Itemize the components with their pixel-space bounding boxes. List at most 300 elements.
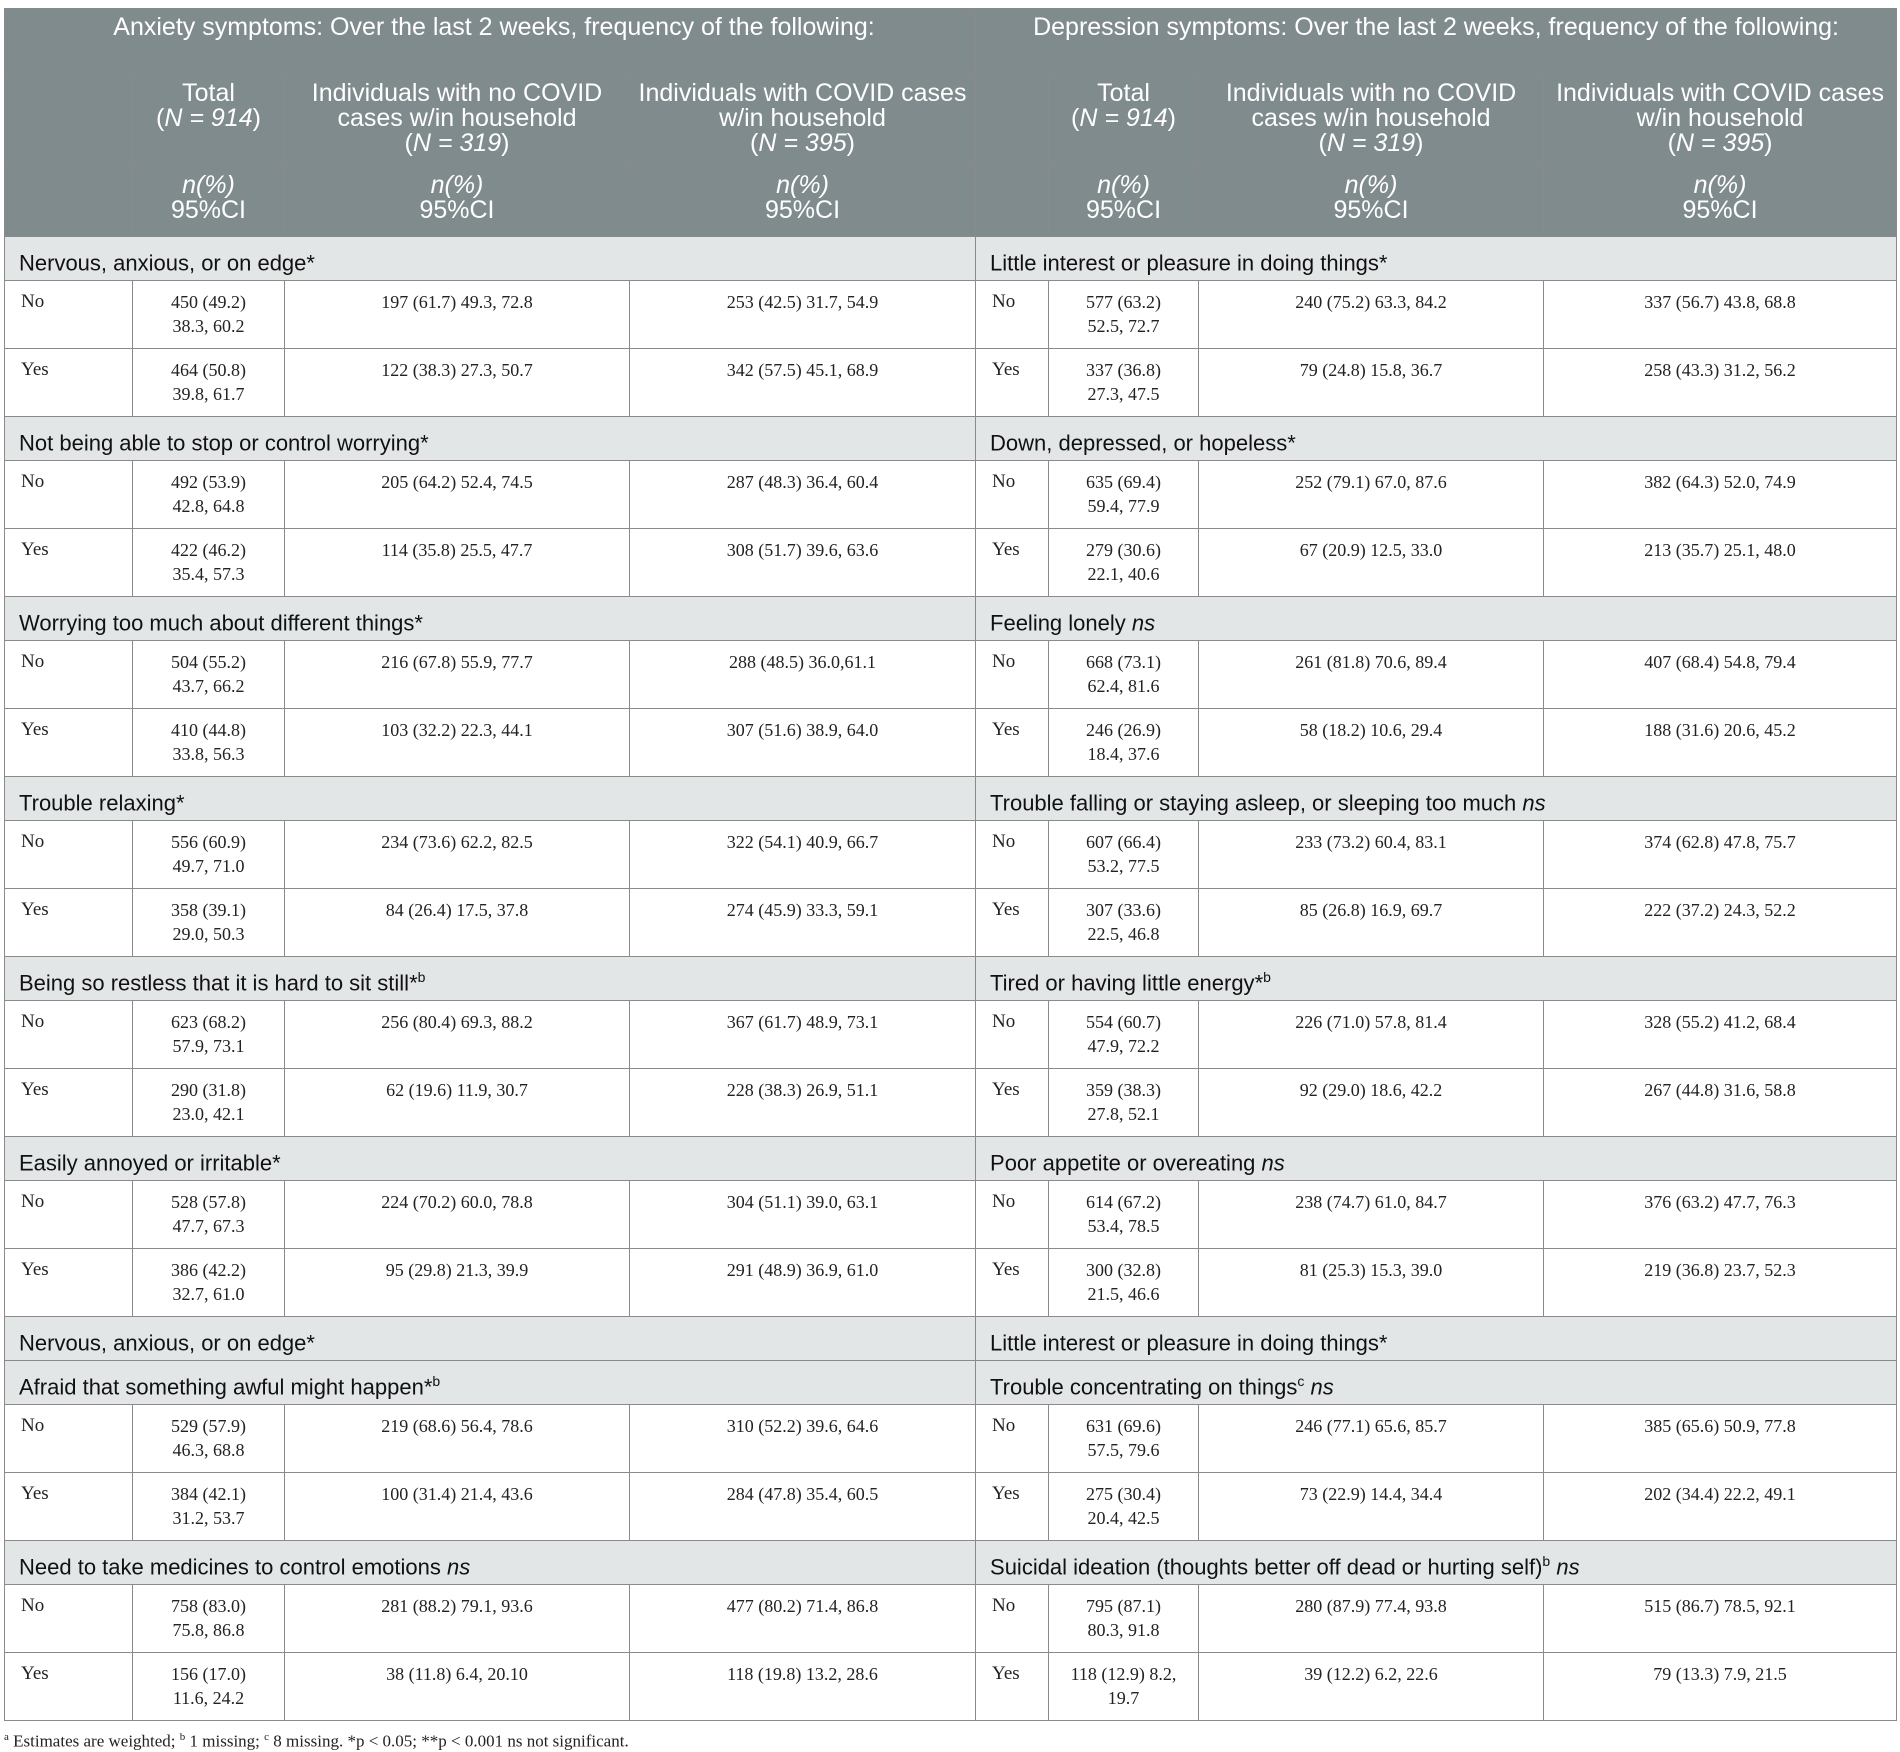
anxiety-symptom-title — [5, 1317, 976, 1361]
covid-cell: 322 (54.1) 40.9, 66.7 — [630, 821, 976, 889]
stat-header — [285, 167, 630, 237]
significance-mark: * — [420, 430, 429, 456]
stat-header — [1199, 167, 1544, 237]
stat-header — [133, 167, 285, 237]
response-label: No — [5, 1001, 133, 1069]
total-cell — [133, 1653, 285, 1721]
footnote-mark-b: b — [179, 1731, 186, 1743]
symptom-title-text: Little interest or pleasure in doing things — [990, 1330, 1379, 1356]
total-count: 758 (83.0) — [171, 1596, 246, 1616]
total-ci: 46.3, 68.8 — [172, 1440, 245, 1460]
covid-cell: 515 (86.7) 78.5, 92.1 — [1544, 1585, 1897, 1653]
covid-cell: 376 (63.2) 47.7, 76.3 — [1544, 1181, 1897, 1249]
section-row — [5, 1361, 1897, 1405]
blank-header — [976, 75, 1049, 167]
covid-cell: 382 (64.3) 52.0, 74.9 — [1544, 461, 1897, 529]
stat-n-label: n(%) — [1344, 171, 1398, 199]
nocovid-cell: 92 (29.0) 18.6, 42.2 — [1199, 1069, 1544, 1137]
footnote-ref: b — [432, 1373, 441, 1389]
total-count: 554 (60.7) — [1086, 1012, 1162, 1032]
covid-cell: 307 (51.6) 38.9, 64.0 — [630, 709, 976, 777]
total-cell — [1049, 1473, 1199, 1541]
total-n: N = 914 — [1079, 104, 1168, 132]
response-label: No — [976, 1181, 1049, 1249]
total-count: 359 (38.3) — [1086, 1080, 1162, 1100]
total-cell — [133, 1001, 285, 1069]
total-ci: 53.2, 77.5 — [1087, 856, 1160, 876]
symptom-title-text: Little interest or pleasure in doing things — [990, 250, 1379, 276]
nocovid-cell: 281 (88.2) 79.1, 93.6 — [285, 1585, 630, 1653]
significance-mark: * — [414, 610, 423, 636]
section-row — [5, 1541, 1897, 1585]
total-count: 275 (30.4) — [1086, 1484, 1162, 1504]
response-label: No — [5, 1405, 133, 1473]
total-count: 450 (49.2) — [171, 292, 246, 312]
total-ci: 47.7, 67.3 — [172, 1216, 245, 1236]
total-ci: 49.7, 71.0 — [172, 856, 245, 876]
ns-mark: ns — [1556, 1554, 1580, 1580]
covid-cell: 79 (13.3) 7.9, 21.5 — [1544, 1653, 1897, 1721]
anxiety-header — [5, 9, 976, 75]
total-count: 635 (69.4) — [1086, 472, 1162, 492]
anxiety-symptom-title — [5, 957, 976, 1001]
significance-mark: * — [1378, 250, 1388, 276]
total-ci: 53.4, 78.5 — [1087, 1216, 1160, 1236]
total-cell — [1049, 1405, 1199, 1473]
total-cell — [133, 461, 285, 529]
nocovid-cell: 95 (29.8) 21.3, 39.9 — [285, 1249, 630, 1317]
section-row — [5, 237, 1897, 281]
total-ci: 29.0, 50.3 — [172, 924, 245, 944]
covid-cell: 213 (35.7) 25.1, 48.0 — [1544, 529, 1897, 597]
symptom-table — [4, 8, 1897, 1721]
symptom-title-text: Poor appetite or overeating — [990, 1150, 1256, 1176]
blank-header — [976, 167, 1049, 237]
significance-mark: * — [423, 1374, 433, 1400]
nocovid-cell: 58 (18.2) 10.6, 29.4 — [1199, 709, 1544, 777]
nocovid-cell: 38 (11.8) 6.4, 20.10 — [285, 1653, 630, 1721]
total-count: 337 (36.8) — [1086, 360, 1162, 380]
response-label: Yes — [5, 1473, 133, 1541]
total-cell — [1049, 1653, 1199, 1721]
nocovid-cell: 234 (73.6) 62.2, 82.5 — [285, 821, 630, 889]
ns-mark: ns — [1522, 790, 1546, 816]
footnote-ref: b — [1542, 1553, 1551, 1569]
anxiety-symptom-title — [5, 1361, 976, 1405]
table-row — [5, 349, 1897, 417]
total-cell — [133, 529, 285, 597]
total-ci: 22.5, 46.8 — [1087, 924, 1160, 944]
covid-col-header: Individuals with COVID cases w/in household (N = 395) — [630, 75, 976, 167]
table-row — [5, 1653, 1897, 1721]
total-cell — [133, 889, 285, 957]
stat-n-label: n(%) — [430, 171, 484, 199]
symptom-title-text: Feeling lonely — [990, 610, 1126, 636]
response-label: Yes — [5, 529, 133, 597]
ns-mark: ns — [447, 1554, 471, 1580]
table-row — [5, 281, 1897, 349]
stat-ci-label: 95%CI — [1333, 196, 1409, 224]
total-label: Total — [1097, 79, 1150, 107]
total-ci: 57.9, 73.1 — [172, 1036, 245, 1056]
stat-ci-label: 95%CI — [419, 196, 495, 224]
stat-ci-label: 95%CI — [764, 196, 841, 224]
covid-cell: 274 (45.9) 33.3, 59.1 — [630, 889, 976, 957]
total-ci: 42.8, 64.8 — [172, 496, 245, 516]
nocovid-cell: 67 (20.9) 12.5, 33.0 — [1199, 529, 1544, 597]
covid-cell: 288 (48.5) 36.0,61.1 — [630, 641, 976, 709]
total-cell — [1049, 281, 1199, 349]
footnote-ref: b — [417, 969, 426, 985]
footnote — [4, 1731, 1896, 1752]
total-ci: 35.4, 57.3 — [172, 564, 245, 584]
depression-symptom-title — [976, 1361, 1897, 1405]
response-label: No — [5, 1181, 133, 1249]
anxiety-symptom-title — [5, 417, 976, 461]
anxiety-symptom-title — [5, 597, 976, 641]
depression-symptom-title — [976, 1137, 1897, 1181]
nocovid-cell: 73 (22.9) 14.4, 34.4 — [1199, 1473, 1544, 1541]
total-ci: 47.9, 72.2 — [1087, 1036, 1160, 1056]
table-row — [5, 1585, 1897, 1653]
total-n: N = 914 — [164, 104, 253, 132]
nocovid-cell: 197 (61.7) 49.3, 72.8 — [285, 281, 630, 349]
total-count: 246 (26.9) — [1086, 720, 1162, 740]
symptom-title-text: Tired or having little energy — [990, 970, 1255, 996]
footnote-ref: c — [1297, 1373, 1305, 1389]
total-cell — [1049, 1249, 1199, 1317]
footnote-text-c: 8 missing. *p < 0.05; **p < 0.001 ns not significant. — [269, 1731, 629, 1751]
covid-cell: 222 (37.2) 24.3, 52.2 — [1544, 889, 1897, 957]
response-label: No — [5, 641, 133, 709]
covid-cell: 118 (19.8) 13.2, 28.6 — [630, 1653, 976, 1721]
response-label: No — [976, 281, 1049, 349]
total-count: 118 (12.9) 8.2, — [1070, 1664, 1177, 1684]
total-cell — [1049, 641, 1199, 709]
response-label: Yes — [976, 709, 1049, 777]
covid-cell: 342 (57.5) 45.1, 68.9 — [630, 349, 976, 417]
section-row — [5, 957, 1897, 1001]
depression-symptom-title — [976, 597, 1897, 641]
covid-cell: 310 (52.2) 39.6, 64.6 — [630, 1405, 976, 1473]
stat-header — [630, 167, 976, 237]
stat-ci-label: 95%CI — [1682, 196, 1758, 224]
total-ci: 80.3, 91.8 — [1087, 1620, 1160, 1640]
nocovid-cell: 205 (64.2) 52.4, 74.5 — [285, 461, 630, 529]
total-count: 492 (53.9) — [171, 472, 246, 492]
total-count: 290 (31.8) — [171, 1080, 246, 1100]
response-label: Yes — [5, 1069, 133, 1137]
symptom-title-text: Trouble concentrating on things — [990, 1374, 1298, 1400]
significance-mark: * — [409, 970, 418, 996]
depression-header — [976, 9, 1897, 75]
total-cell — [1049, 1001, 1199, 1069]
total-count: 307 (33.6) — [1086, 900, 1162, 920]
stat-n-label: n(%) — [1097, 171, 1150, 199]
total-col-header: Total (N = 914) — [1049, 75, 1199, 167]
response-label: Yes — [5, 1653, 133, 1721]
depression-symptom-title — [976, 237, 1897, 281]
total-ci: 59.4, 77.9 — [1087, 496, 1160, 516]
response-label: Yes — [976, 1653, 1049, 1721]
response-label: Yes — [976, 889, 1049, 957]
anxiety-symptom-title — [5, 1137, 976, 1181]
symptom-title-text: Nervous, anxious, or on edge — [19, 1330, 307, 1356]
response-label: Yes — [5, 1249, 133, 1317]
total-count: 279 (30.6) — [1086, 540, 1162, 560]
anxiety-symptom-title — [5, 1541, 976, 1585]
symptom-title-text: Down, depressed, or hopeless — [990, 430, 1288, 456]
total-count: 795 (87.1) — [1086, 1596, 1162, 1616]
total-cell — [133, 1585, 285, 1653]
stat-header — [1049, 167, 1199, 237]
response-label: No — [976, 461, 1049, 529]
total-cell — [133, 1405, 285, 1473]
table-body — [5, 237, 1897, 1721]
covid-cell: 267 (44.8) 31.6, 58.8 — [1544, 1069, 1897, 1137]
total-count: 607 (66.4) — [1086, 832, 1162, 852]
nocovid-label: Individuals with no COVID cases w/in household — [311, 79, 603, 132]
total-col-header: Total (N = 914) — [133, 75, 285, 167]
response-label: Yes — [976, 1249, 1049, 1317]
nocovid-cell: 103 (32.2) 22.3, 44.1 — [285, 709, 630, 777]
total-ci: 39.8, 61.7 — [172, 384, 245, 404]
total-ci: 31.2, 53.7 — [172, 1508, 245, 1528]
covid-cell: 253 (42.5) 31.7, 54.9 — [630, 281, 976, 349]
significance-mark: * — [175, 790, 185, 816]
significance-mark: * — [306, 1330, 315, 1356]
total-count: 504 (55.2) — [171, 652, 246, 672]
ns-mark: ns — [1131, 610, 1156, 636]
total-cell — [1049, 1585, 1199, 1653]
total-cell — [133, 1249, 285, 1317]
table-row — [5, 709, 1897, 777]
nocovid-cell: 240 (75.2) 63.3, 84.2 — [1199, 281, 1544, 349]
covid-cell: 287 (48.3) 36.4, 60.4 — [630, 461, 976, 529]
total-ci: 18.4, 37.6 — [1087, 744, 1160, 764]
nocovid-col-header: Individuals with no COVID cases w/in household (N = 319) — [1199, 75, 1544, 167]
nocovid-cell: 226 (71.0) 57.8, 81.4 — [1199, 1001, 1544, 1069]
total-cell — [1049, 461, 1199, 529]
response-label: No — [976, 641, 1049, 709]
nocovid-cell: 84 (26.4) 17.5, 37.8 — [285, 889, 630, 957]
nocovid-cell: 238 (74.7) 61.0, 84.7 — [1199, 1181, 1544, 1249]
nocovid-label: Individuals with no COVID cases w/in household — [1225, 79, 1517, 132]
stat-n-label: n(%) — [1693, 171, 1747, 199]
total-ci: 62.4, 81.6 — [1087, 676, 1160, 696]
depression-symptom-title — [976, 1317, 1897, 1361]
total-count: 577 (63.2) — [1086, 292, 1162, 312]
significance-mark: * — [306, 250, 315, 276]
total-count: 556 (60.9) — [171, 832, 246, 852]
total-cell — [1049, 1069, 1199, 1137]
nocovid-cell: 219 (68.6) 56.4, 78.6 — [285, 1405, 630, 1473]
symptom-title-text: Nervous, anxious, or on edge — [19, 250, 307, 276]
total-cell — [1049, 529, 1199, 597]
total-ci: 33.8, 56.3 — [172, 744, 245, 764]
blank-header — [5, 75, 133, 167]
total-ci: 75.8, 86.8 — [172, 1620, 245, 1640]
footnote-mark-c: c — [264, 1731, 270, 1743]
covid-cell: 308 (51.7) 39.6, 63.6 — [630, 529, 976, 597]
total-cell — [1049, 709, 1199, 777]
nocovid-cell: 280 (87.9) 77.4, 93.8 — [1199, 1585, 1544, 1653]
nocovid-cell: 233 (73.2) 60.4, 83.1 — [1199, 821, 1544, 889]
response-label: No — [5, 461, 133, 529]
blank-header — [5, 167, 133, 237]
table-row — [5, 821, 1897, 889]
section-row — [5, 417, 1897, 461]
total-count: 410 (44.8) — [171, 720, 246, 740]
stat-ci-label: 95%CI — [170, 196, 247, 224]
ns-mark: ns — [1310, 1374, 1334, 1400]
response-label: Yes — [5, 889, 133, 957]
covid-cell: 367 (61.7) 48.9, 73.1 — [630, 1001, 976, 1069]
response-label: Yes — [5, 709, 133, 777]
footnote-ref: b — [1263, 969, 1271, 985]
total-count: 464 (50.8) — [171, 360, 246, 380]
section-row — [5, 597, 1897, 641]
footnote-text-b: 1 missing; — [185, 1731, 265, 1751]
nocovid-cell: 261 (81.8) 70.6, 89.4 — [1199, 641, 1544, 709]
section-row — [5, 777, 1897, 821]
total-count: 529 (57.9) — [171, 1416, 246, 1436]
total-count: 386 (42.2) — [171, 1260, 246, 1280]
table-row — [5, 1069, 1897, 1137]
nocovid-cell: 114 (35.8) 25.5, 47.7 — [285, 529, 630, 597]
depression-header-text: Depression symptoms: Over the last 2 weeks, frequency of the following: — [1033, 13, 1839, 41]
covid-cell: 188 (31.6) 20.6, 45.2 — [1544, 709, 1897, 777]
covid-cell: 407 (68.4) 54.8, 79.4 — [1544, 641, 1897, 709]
total-cell — [133, 281, 285, 349]
total-count: 384 (42.1) — [171, 1484, 246, 1504]
total-cell — [133, 1181, 285, 1249]
total-ci: 52.5, 72.7 — [1087, 316, 1160, 336]
covid-cell: 219 (36.8) 23.7, 52.3 — [1544, 1249, 1897, 1317]
symptom-title-text: Afraid that something awful might happen — [19, 1374, 424, 1400]
total-count: 623 (68.2) — [171, 1012, 246, 1032]
total-ci: 22.1, 40.6 — [1087, 564, 1160, 584]
total-label: Total — [182, 79, 235, 107]
total-ci: 43.7, 66.2 — [172, 676, 245, 696]
stat-ci-label: 95%CI — [1085, 196, 1162, 224]
symptom-title-text: Trouble falling or staying asleep, or sleeping too much — [990, 790, 1517, 816]
response-label: Yes — [976, 1069, 1049, 1137]
response-label: Yes — [976, 349, 1049, 417]
significance-mark: * — [1378, 1330, 1388, 1356]
response-label: No — [5, 1585, 133, 1653]
covid-cell: 304 (51.1) 39.0, 63.1 — [630, 1181, 976, 1249]
nocovid-cell: 246 (77.1) 65.6, 85.7 — [1199, 1405, 1544, 1473]
total-count: 156 (17.0) — [171, 1664, 246, 1684]
total-ci: 32.7, 61.0 — [172, 1284, 245, 1304]
covid-cell: 337 (56.7) 43.8, 68.8 — [1544, 281, 1897, 349]
total-cell — [133, 349, 285, 417]
total-cell — [133, 641, 285, 709]
nocovid-cell: 81 (25.3) 15.3, 39.0 — [1199, 1249, 1544, 1317]
total-cell — [133, 821, 285, 889]
depression-symptom-title — [976, 1541, 1897, 1585]
total-ci: 21.5, 46.6 — [1087, 1284, 1160, 1304]
depression-symptom-title — [976, 777, 1897, 821]
covid-cell: 385 (65.6) 50.9, 77.8 — [1544, 1405, 1897, 1473]
nocovid-n: N = 319 — [412, 129, 502, 157]
table-row — [5, 1405, 1897, 1473]
total-count: 631 (69.6) — [1086, 1416, 1162, 1436]
total-ci: 38.3, 60.2 — [172, 316, 245, 336]
response-label: No — [976, 1405, 1049, 1473]
total-ci: 23.0, 42.1 — [172, 1104, 245, 1124]
significance-mark: * — [272, 1150, 281, 1176]
nocovid-cell: 39 (12.2) 6.2, 22.6 — [1199, 1653, 1544, 1721]
table-row — [5, 1181, 1897, 1249]
symptom-title-text: Need to take medicines to control emotions — [19, 1554, 441, 1580]
total-ci: 11.6, 24.2 — [172, 1688, 245, 1708]
footnote-text-a: Estimates are weighted; — [8, 1731, 180, 1751]
total-count: 528 (57.8) — [171, 1192, 246, 1212]
depression-symptom-title — [976, 417, 1897, 461]
symptom-title-text: Worrying too much about different things — [19, 610, 415, 636]
response-label: No — [976, 1001, 1049, 1069]
anxiety-symptom-title — [5, 237, 976, 281]
anxiety-header-text: Anxiety symptoms: Over the last 2 weeks, frequency of the following: — [113, 13, 875, 41]
symptom-title-text: Trouble relaxing — [19, 790, 176, 816]
covid-n: N = 395 — [758, 129, 847, 157]
nocovid-cell: 79 (24.8) 15.8, 36.7 — [1199, 349, 1544, 417]
anxiety-symptom-title — [5, 777, 976, 821]
nocovid-cell: 256 (80.4) 69.3, 88.2 — [285, 1001, 630, 1069]
total-count: 422 (46.2) — [171, 540, 246, 560]
total-cell — [1049, 1181, 1199, 1249]
stat-header — [1544, 167, 1897, 237]
covid-col-header: Individuals with COVID cases w/in household (N = 395) — [1544, 75, 1897, 167]
table-container — [4, 8, 1896, 1752]
covid-cell: 228 (38.3) 26.9, 51.1 — [630, 1069, 976, 1137]
symptom-title-text: Not being able to stop or control worrying — [19, 430, 421, 456]
total-cell — [1049, 889, 1199, 957]
symptom-title-text: Easily annoyed or irritable — [19, 1150, 273, 1176]
covid-cell: 284 (47.8) 35.4, 60.5 — [630, 1473, 976, 1541]
table-row — [5, 889, 1897, 957]
response-label: No — [5, 281, 133, 349]
total-ci: 19.7 — [1107, 1688, 1140, 1708]
covid-cell: 328 (55.2) 41.2, 68.4 — [1544, 1001, 1897, 1069]
total-cell — [1049, 821, 1199, 889]
nocovid-n: N = 319 — [1326, 129, 1416, 157]
footnote-mark-a: a — [4, 1731, 9, 1743]
nocovid-cell: 100 (31.4) 21.4, 43.6 — [285, 1473, 630, 1541]
covid-cell: 477 (80.2) 71.4, 86.8 — [630, 1585, 976, 1653]
total-ci: 27.8, 52.1 — [1087, 1104, 1160, 1124]
total-cell — [1049, 349, 1199, 417]
significance-mark: * — [1254, 970, 1264, 996]
response-label: No — [5, 821, 133, 889]
covid-cell: 374 (62.8) 47.8, 75.7 — [1544, 821, 1897, 889]
depression-symptom-title — [976, 957, 1897, 1001]
significance-mark: * — [1287, 430, 1296, 456]
total-count: 614 (67.2) — [1086, 1192, 1162, 1212]
table-row — [5, 1001, 1897, 1069]
total-count: 358 (39.1) — [171, 900, 246, 920]
response-label: Yes — [976, 1473, 1049, 1541]
nocovid-cell: 224 (70.2) 60.0, 78.8 — [285, 1181, 630, 1249]
total-count: 300 (32.8) — [1086, 1260, 1162, 1280]
total-ci: 27.3, 47.5 — [1087, 384, 1160, 404]
ns-mark: ns — [1261, 1150, 1285, 1176]
total-cell — [133, 709, 285, 777]
total-ci: 20.4, 42.5 — [1087, 1508, 1160, 1528]
table-row — [5, 1249, 1897, 1317]
